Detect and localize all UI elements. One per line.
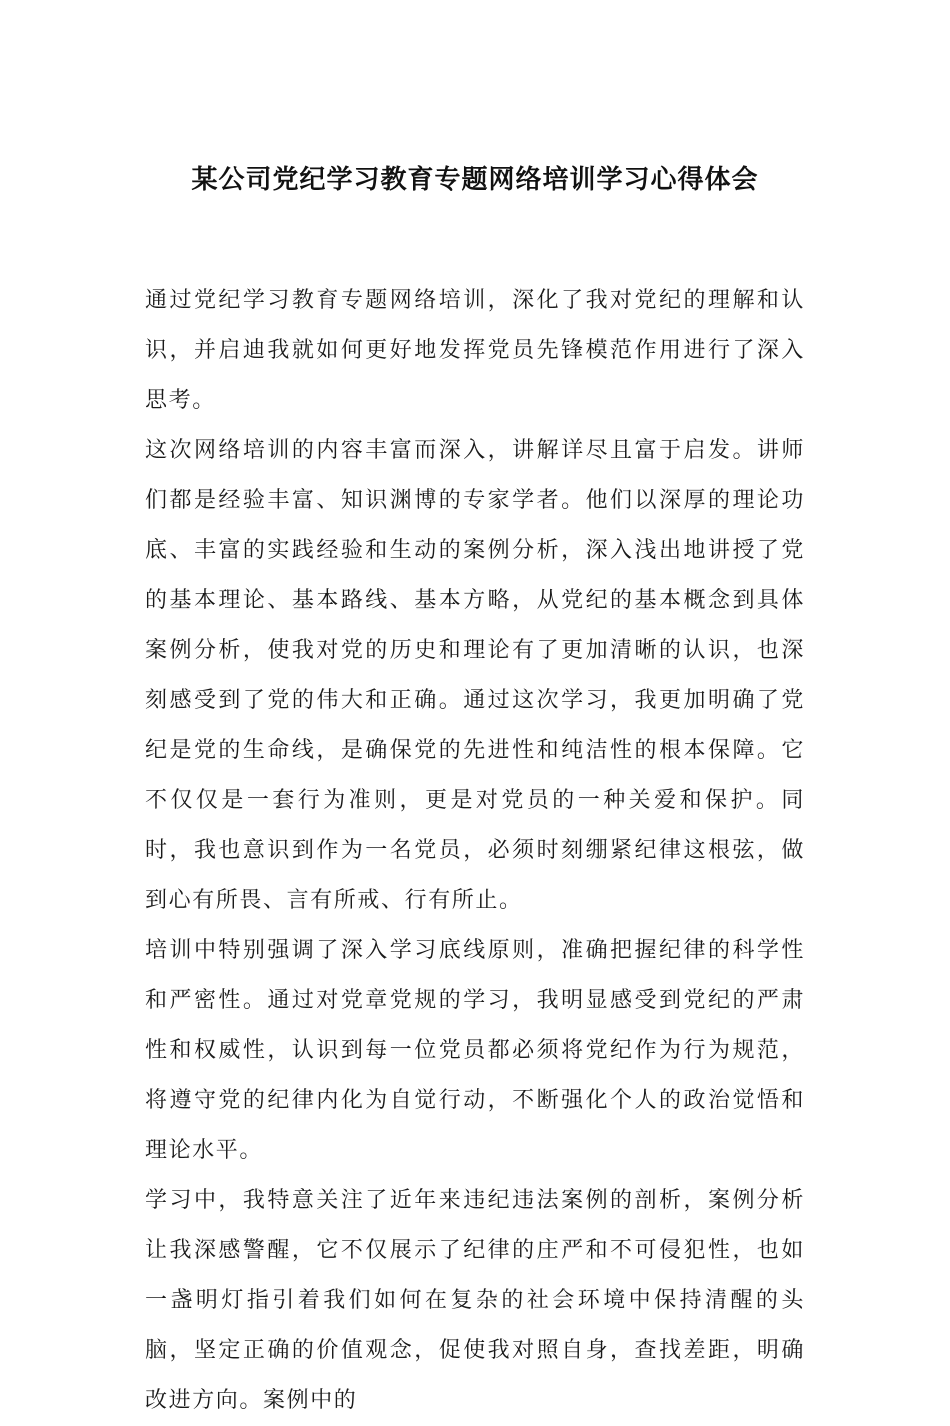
document-body — [145, 276, 805, 1426]
paragraph-1: 通过党纪学习教育专题网络培训，深化了我对党纪的理解和认识，并启迪我就如何更好地发挥党员先锋模范作用进行了深入思考。 — [145, 288, 805, 413]
paragraph-3: 培训中特别强调了深入学习底线原则，准确把握纪律的科学性和严密性。通过对党章党规的学习，我明显感受到党纪的严肃性和权威性，认识到每一位党员都必须将党纪作为行为规范，将遵守党的纪律内化为自觉行动，不断强化个人的政治觉悟和理论水平。 — [145, 938, 805, 1163]
paragraph-4: 学习中，我特意关注了近年来违纪违法案例的剖析，案例分析让我深感警醒，它不仅展示了纪律的庄严和不可侵犯性，也如一盏明灯指引着我们如何在复杂的社会环境中保持清醒的头脑，坚定正确的价值观念，促使我对照自身，查找差距，明确改进方向。案例中的 — [145, 1188, 805, 1413]
document-title: 某公司党纪学习教育专题网络培训学习心得体会 — [191, 165, 759, 195]
paragraph-2: 这次网络培训的内容丰富而深入，讲解详尽且富于启发。讲师们都是经验丰富、知识渊博的专家学者。他们以深厚的理论功底、丰富的实践经验和生动的案例分析，深入浅出地讲授了党的基本理论、基本路线、基本方略，从党纪的基本概念到具体案例分析，使我对党的历史和理论有了更加清晰的认识，也深刻感受到了党的伟大和正确。通过这次学习，我更加明确了党纪是党的生命线，是确保党的先进性和纯洁性的根本保障。它不仅仅是一套行为准则，更是对党员的一种关爱和保护。同时，我也意识到作为一名党员，必须时刻绷紧纪律这根弦，做到心有所畏、言有所戒、行有所止。 — [145, 438, 805, 913]
